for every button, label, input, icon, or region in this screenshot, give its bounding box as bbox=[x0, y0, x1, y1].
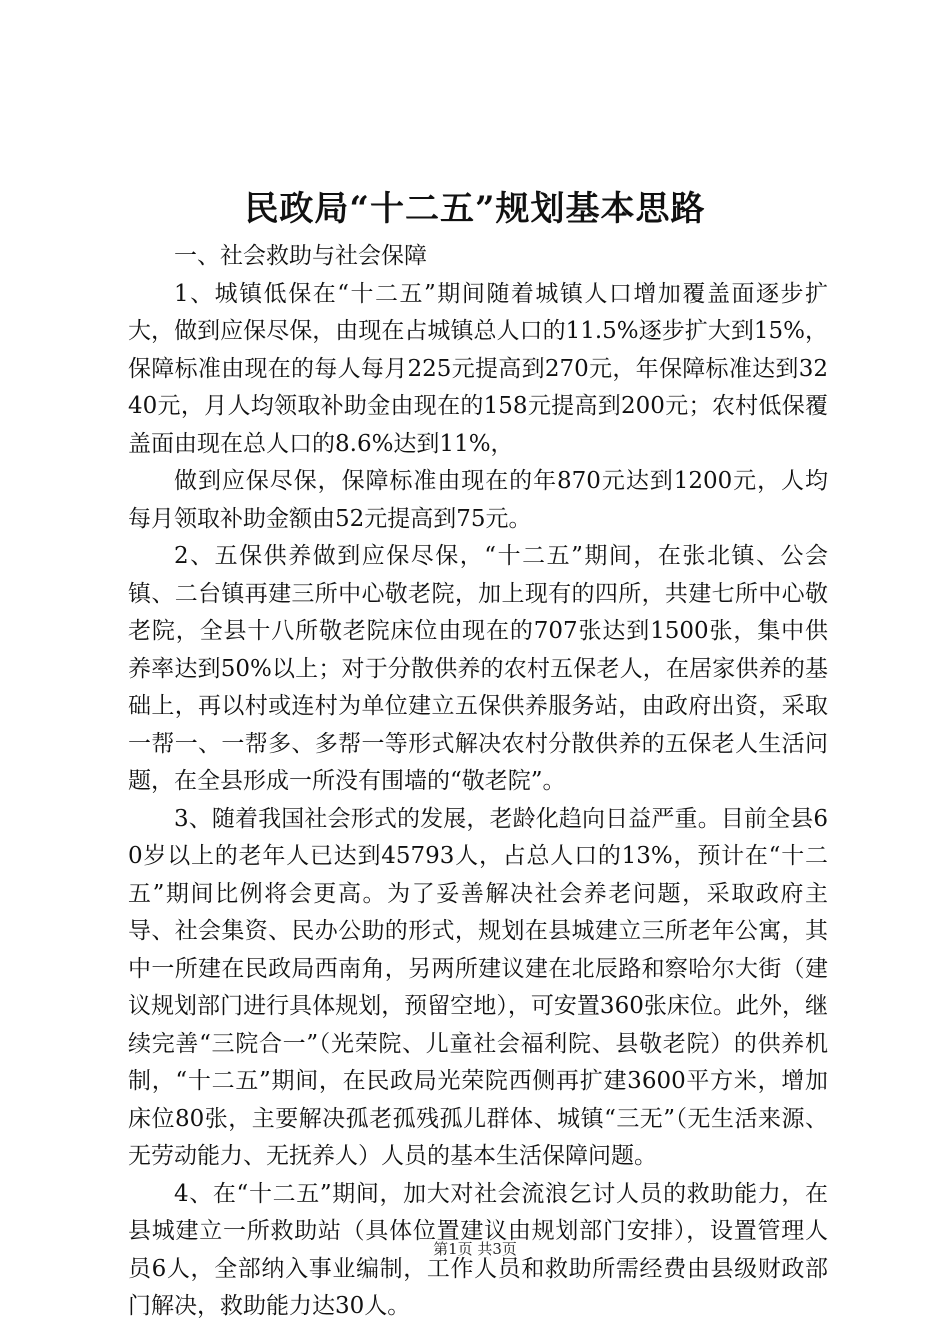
page-number: 第1页 共3页 bbox=[433, 1240, 517, 1258]
paragraph-rural-subsistence: 做到应保尽保，保障标准由现在的年870元达到1200元，人均每月领取补助金额由52元提高到75元。 bbox=[128, 468, 828, 532]
document-title: 民政局“十二五”规划基本思路 bbox=[244, 189, 706, 229]
paragraph-vagrant-aid: 4、在“十二五”期间，加大对社会流浪乞讨人员的救助能力，在县城建立一所救助站（具体位置建议由规划部门安排），设置管理人员6人，全部纳入事业编制，工作人员和救助所需经费由县级财政部门解决，救助能力达30人。 bbox=[128, 1180, 828, 1319]
document-body bbox=[128, 238, 828, 1326]
paragraph-aging-care: 3、随着我国社会形式的发展，老龄化趋向日益严重。目前全县60岁以上的老年人已达到45793人，占总人口的13%，预计在“十二五”期间比例将会更高。为了妥善解决社会养老问题，采取政府主导、社会集资、民办公助的形式，规划在县城建立三所老年公寓，其中一所建在民政局西南角，另两所建议建在北辰路和察哈尔大街（建议规划部门进行具体规划，预留空地），可安置360张床位。此外，继续完善“三院合一”（光荣院、儿童社会福利院、县敬老院）的供养机制，“十二五”期间，在民政局光荣院西侧再扩建3600平方米，增加床位80张，主要解决孤老孤残孤儿群体、城镇“三无”（无生活来源、无劳动能力、无抚养人）人员的基本生活保障问题。 bbox=[128, 805, 828, 1169]
paragraph-five-guarantees: 2、五保供养做到应保尽保，“十二五”期间，在张北镇、公会镇、二台镇再建三所中心敬老院，加上现有的四所，共建七所中心敬老院，全县十八所敬老院床位由现在的707张达到1500张，集中供养率达到50%以上；对于分散供养的农村五保老人，在居家供养的基础上，再以村或连村为单位建立五保供养服务站，由政府出资，采取一帮一、一帮多、多帮一等形式解决农村分散供养的五保老人生活问题，在全县形成一所没有围墙的“敬老院”。 bbox=[128, 543, 828, 794]
section-heading: 一、社会救助与社会保障 bbox=[174, 243, 427, 269]
paragraph-urban-subsistence: 1、城镇低保在“十二五”期间随着城镇人口增加覆盖面逐步扩大，做到应保尽保，由现在占城镇总人口的11.5%逐步扩大到15%，保障标准由现在的每人每月225元提高到270元，年保障标准达到3240元，月人均领取补助金由现在的158元提高到200元；农村低保覆盖面由现在总人口的8.6%达到11%， bbox=[128, 280, 828, 457]
